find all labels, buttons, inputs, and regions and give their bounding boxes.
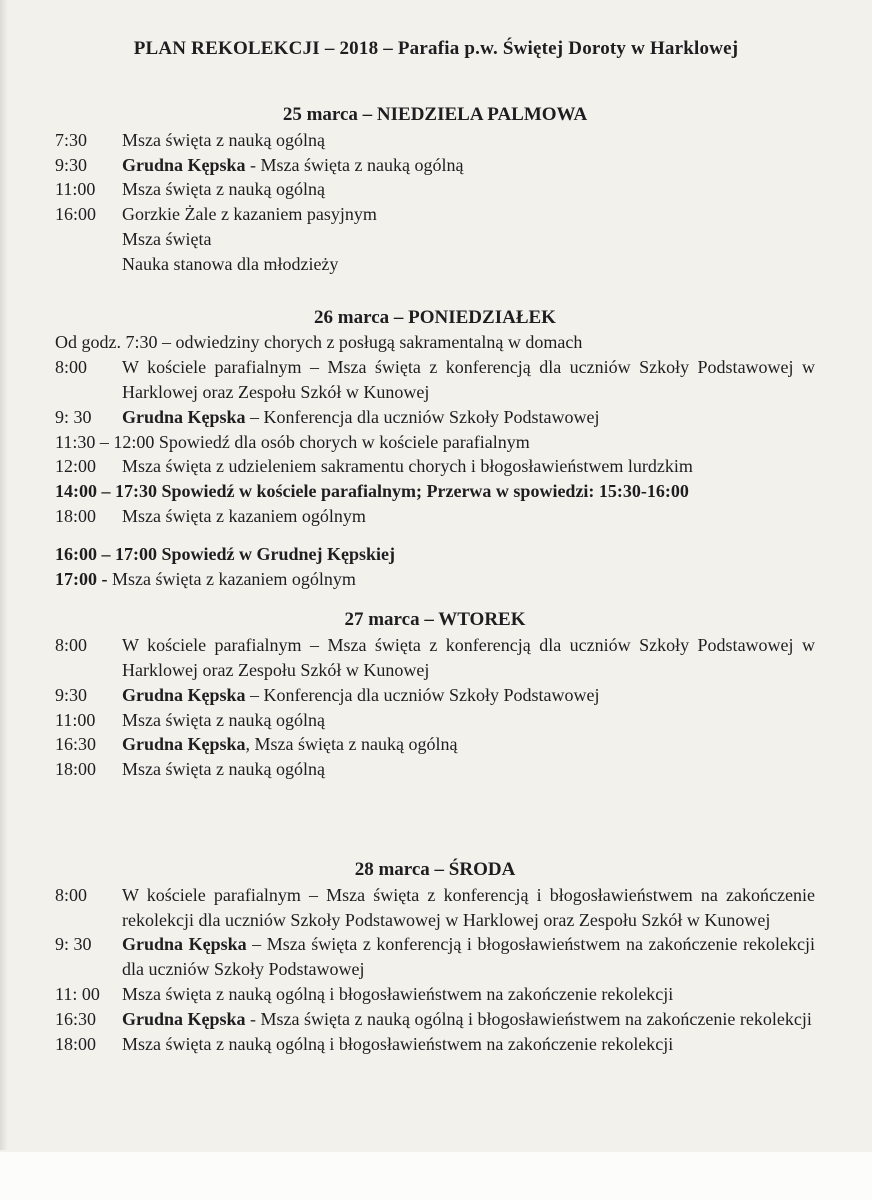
entry-text: – Konferencja dla uczniów Szkoły Podstawowej <box>245 684 600 705</box>
entry-time: 18:00 <box>55 505 97 526</box>
schedule-entry <box>55 633 815 683</box>
location-bold-text: Grudna Kępska <box>122 406 246 427</box>
day-heading: 25 marca – NIEDZIELA PALMOWA <box>282 104 588 125</box>
entry-time: 9: 30 <box>55 406 92 427</box>
entry-text: W kościele parafialnym – Msza święta z konferencją dla uczniów Szkoły Podstawowej w Harklowej oraz Zespołu Szkół w Kunowej <box>122 357 815 402</box>
schedule-entry <box>55 202 815 276</box>
entry-text: W kościele parafialnym – Msza święta z konferencją dla uczniów Szkoły Podstawowej w Harklowej oraz Zespołu Szkół w Kunowej <box>122 635 815 680</box>
entry-time: 9: 30 <box>55 934 92 955</box>
entry-time: 9:30 <box>55 154 88 175</box>
location-bold-text: 17:00 - <box>55 568 112 589</box>
location-bold-text: Grudna Kępska <box>122 684 246 705</box>
day-section <box>55 103 815 277</box>
entry-text: Msza święta z kazaniem ogólnym <box>112 568 356 589</box>
location-bold-text: 16:00 – 17:00 Spowiedź w Grudnej Kępskiej <box>55 543 396 564</box>
entry-time: 18:00 <box>55 1033 97 1054</box>
entry-description <box>122 177 815 202</box>
schedule-note <box>55 479 815 504</box>
entry-time: 11:00 <box>55 179 96 200</box>
entry-description <box>122 982 815 1007</box>
schedule-entry <box>55 454 815 479</box>
entry-text: 11:30 – 12:00 Spowiedź dla osób chorych w kościele parafialnym <box>55 431 530 452</box>
note-text <box>55 330 815 355</box>
entry-description <box>122 932 815 982</box>
schedule-entry <box>55 732 815 757</box>
entry-time: 11: 00 <box>55 983 100 1004</box>
day-section <box>55 858 815 1056</box>
entry-description <box>122 883 815 933</box>
location-bold-text: Grudna Kępska <box>122 934 247 955</box>
entry-time: 7:30 <box>55 129 88 150</box>
entry-description <box>122 355 815 405</box>
entry-text: Msza święta z nauką ogólną i błogosławieństwem na zakończenie rekolekcji <box>122 983 674 1004</box>
schedule-entry <box>55 504 815 529</box>
schedule-note <box>55 567 815 592</box>
entry-time: 12:00 <box>55 456 97 477</box>
entry-description <box>122 683 815 708</box>
entry-time: 8:00 <box>55 357 88 378</box>
entry-text: Msza święta z nauką ogólną <box>122 179 325 200</box>
scan-edge <box>0 1152 872 1200</box>
schedule-note <box>55 330 815 355</box>
entry-text: , Msza święta z nauką ogólną <box>245 734 458 755</box>
schedule-entry <box>55 1007 815 1032</box>
entry-description <box>122 1007 815 1032</box>
entry-description <box>122 128 815 153</box>
entry-time: 16:30 <box>55 734 97 755</box>
entry-description <box>122 202 815 276</box>
schedule-entry <box>55 405 815 430</box>
document-title: PLAN REKOLEKCJI – 2018 – Parafia p.w. Świętej Doroty w Harklowej <box>133 38 739 59</box>
entry-text: Od godz. 7:30 – odwiedziny chorych z posługą sakramentalną w domach <box>55 332 583 353</box>
schedule-entry <box>55 683 815 708</box>
entry-text: Msza święta z nauką ogólną <box>122 129 325 150</box>
note-text <box>55 479 815 504</box>
entry-description <box>122 153 815 178</box>
schedule-entry <box>55 708 815 733</box>
entry-time: 11:00 <box>55 709 96 730</box>
entry-description <box>122 454 815 479</box>
entry-description <box>122 504 815 529</box>
day-heading: 27 marca – WTOREK <box>344 609 526 631</box>
schedule-entry <box>55 932 815 982</box>
location-bold-text: Grudna Kępska <box>122 1008 246 1029</box>
location-bold-text: Grudna Kępska <box>122 154 246 175</box>
entry-text: - Msza święta z nauką ogólną <box>245 154 464 175</box>
entry-time: 9:30 <box>55 684 88 705</box>
location-bold-text: Grudna Kępska <box>122 734 246 755</box>
entry-description <box>122 757 815 782</box>
note-text <box>55 567 815 592</box>
day-heading: 26 marca – PONIEDZIAŁEK <box>314 306 556 328</box>
entry-description <box>122 633 815 683</box>
entry-text: Msza święta z udzieleniem sakramentu chorych i błogosławieństwem lurdzkim <box>122 456 693 477</box>
entry-time: 16:00 <box>55 204 97 225</box>
schedule-entry <box>55 883 815 933</box>
entry-text: Msza święta z kazaniem ogólnym <box>122 505 366 526</box>
entry-text: – Konferencja dla uczniów Szkoły Podstawowej <box>245 406 600 427</box>
day-section <box>55 608 815 782</box>
note-text <box>55 542 815 567</box>
entry-time: 16:30 <box>55 1008 97 1029</box>
day-section <box>55 306 815 592</box>
schedule-entry <box>55 128 815 153</box>
entry-text: W kościele parafialnym – Msza święta z konferencją i błogosławieństwem na zakończenie rekolekcji dla uczniów Szkoły Podstawowej w Harklowej oraz Zespołu Szkół w Kunowej <box>122 884 815 930</box>
entry-description <box>122 405 815 430</box>
schedule-entry <box>55 757 815 782</box>
day-heading: 28 marca – ŚRODA <box>354 858 516 880</box>
entry-time: 8:00 <box>55 635 88 656</box>
entry-time: 8:00 <box>55 884 88 905</box>
schedule-sections <box>55 103 815 1056</box>
entry-text: Msza święta z nauką ogólną <box>122 759 325 780</box>
entry-text: Msza święta z nauką ogólną <box>122 709 325 730</box>
entry-text: - Msza święta z nauką ogólną i błogosławieństwem na zakończenie rekolekcji <box>245 1008 812 1029</box>
entry-description <box>122 708 815 733</box>
entry-text: Msza święta z nauką ogólną i błogosławieństwem na zakończenie rekolekcji <box>122 1033 674 1054</box>
schedule-entry <box>55 355 815 405</box>
note-text <box>55 430 815 455</box>
entry-description <box>122 1032 815 1057</box>
schedule-entry <box>55 153 815 178</box>
schedule-note <box>55 542 815 567</box>
entry-time: 18:00 <box>55 759 97 780</box>
schedule-entry <box>55 177 815 202</box>
entry-text: – Msza święta z konferencją i błogosławieństwem na zakończenie rekolekcji dla uczniów Szkoły Podstawowej <box>122 934 816 980</box>
entry-text: Gorzkie Żale z kazaniem pasyjnym Msza święta Nauka stanowa dla młodzieży <box>122 204 377 274</box>
schedule-note <box>55 430 815 455</box>
schedule-entry <box>55 982 815 1007</box>
schedule-entry <box>55 1032 815 1057</box>
location-bold-text: 14:00 – 17:30 Spowiedź w kościele parafialnym; Przerwa w spowiedzi: 15:30-16:00 <box>55 481 689 502</box>
entry-description <box>122 732 815 757</box>
